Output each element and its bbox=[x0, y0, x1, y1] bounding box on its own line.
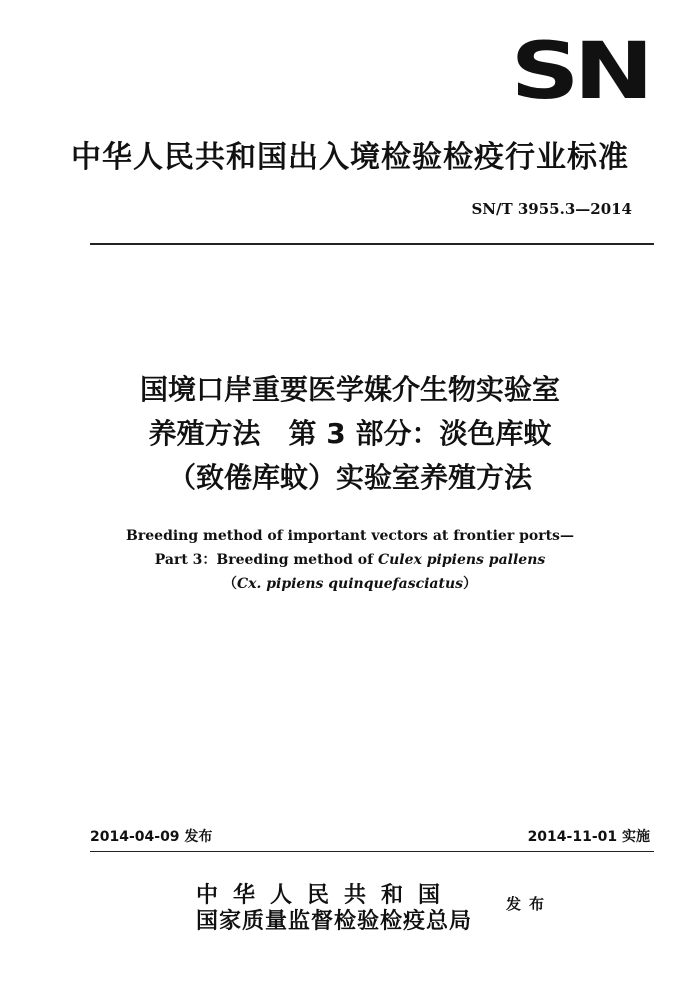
top-divider bbox=[90, 243, 654, 245]
chinese-title-line2: 养殖方法 第 3 部分：淡色库蚊 bbox=[148, 417, 552, 450]
implementation-date: 2014-11-01 实施 bbox=[527, 829, 650, 845]
english-title-synonym: Cx. pipiens quinquefasciatus bbox=[236, 576, 464, 592]
english-title-species: Culex pipiens pallens bbox=[377, 552, 546, 568]
bottom-divider bbox=[90, 851, 654, 852]
english-title-line3-close: ） bbox=[463, 576, 478, 592]
chinese-title-line3: （致倦库蚊）实验室养殖方法 bbox=[167, 461, 532, 494]
standard-number: SN/T 3955.3—2014 bbox=[471, 200, 632, 218]
issuer-aqsiq: 国家质量监督检验检疫总局 bbox=[196, 908, 473, 934]
header-title: 中华人民共和国出入境检验检疫行业标准 bbox=[71, 140, 629, 175]
english-title-line2 bbox=[0, 548, 700, 572]
issuing-bodies bbox=[196, 882, 472, 934]
issue-date: 2014-04-09 发布 bbox=[90, 829, 213, 845]
issuer-prc: 中华人民共和国 bbox=[196, 882, 456, 908]
chinese-title bbox=[0, 368, 700, 500]
sn-logo: SN bbox=[510, 24, 648, 117]
english-title bbox=[0, 524, 700, 596]
english-title-line3 bbox=[0, 572, 700, 596]
english-title-line3-open: （ bbox=[222, 576, 237, 592]
chinese-title-line1: 国境口岸重要医学媒介生物实验室 bbox=[139, 373, 560, 406]
publish-label: 发布 bbox=[506, 895, 553, 913]
english-title-line2-prefix: Part 3：Breeding method of bbox=[154, 552, 378, 568]
english-title-line1: Breeding method of important vectors at frontier ports— bbox=[126, 528, 574, 544]
